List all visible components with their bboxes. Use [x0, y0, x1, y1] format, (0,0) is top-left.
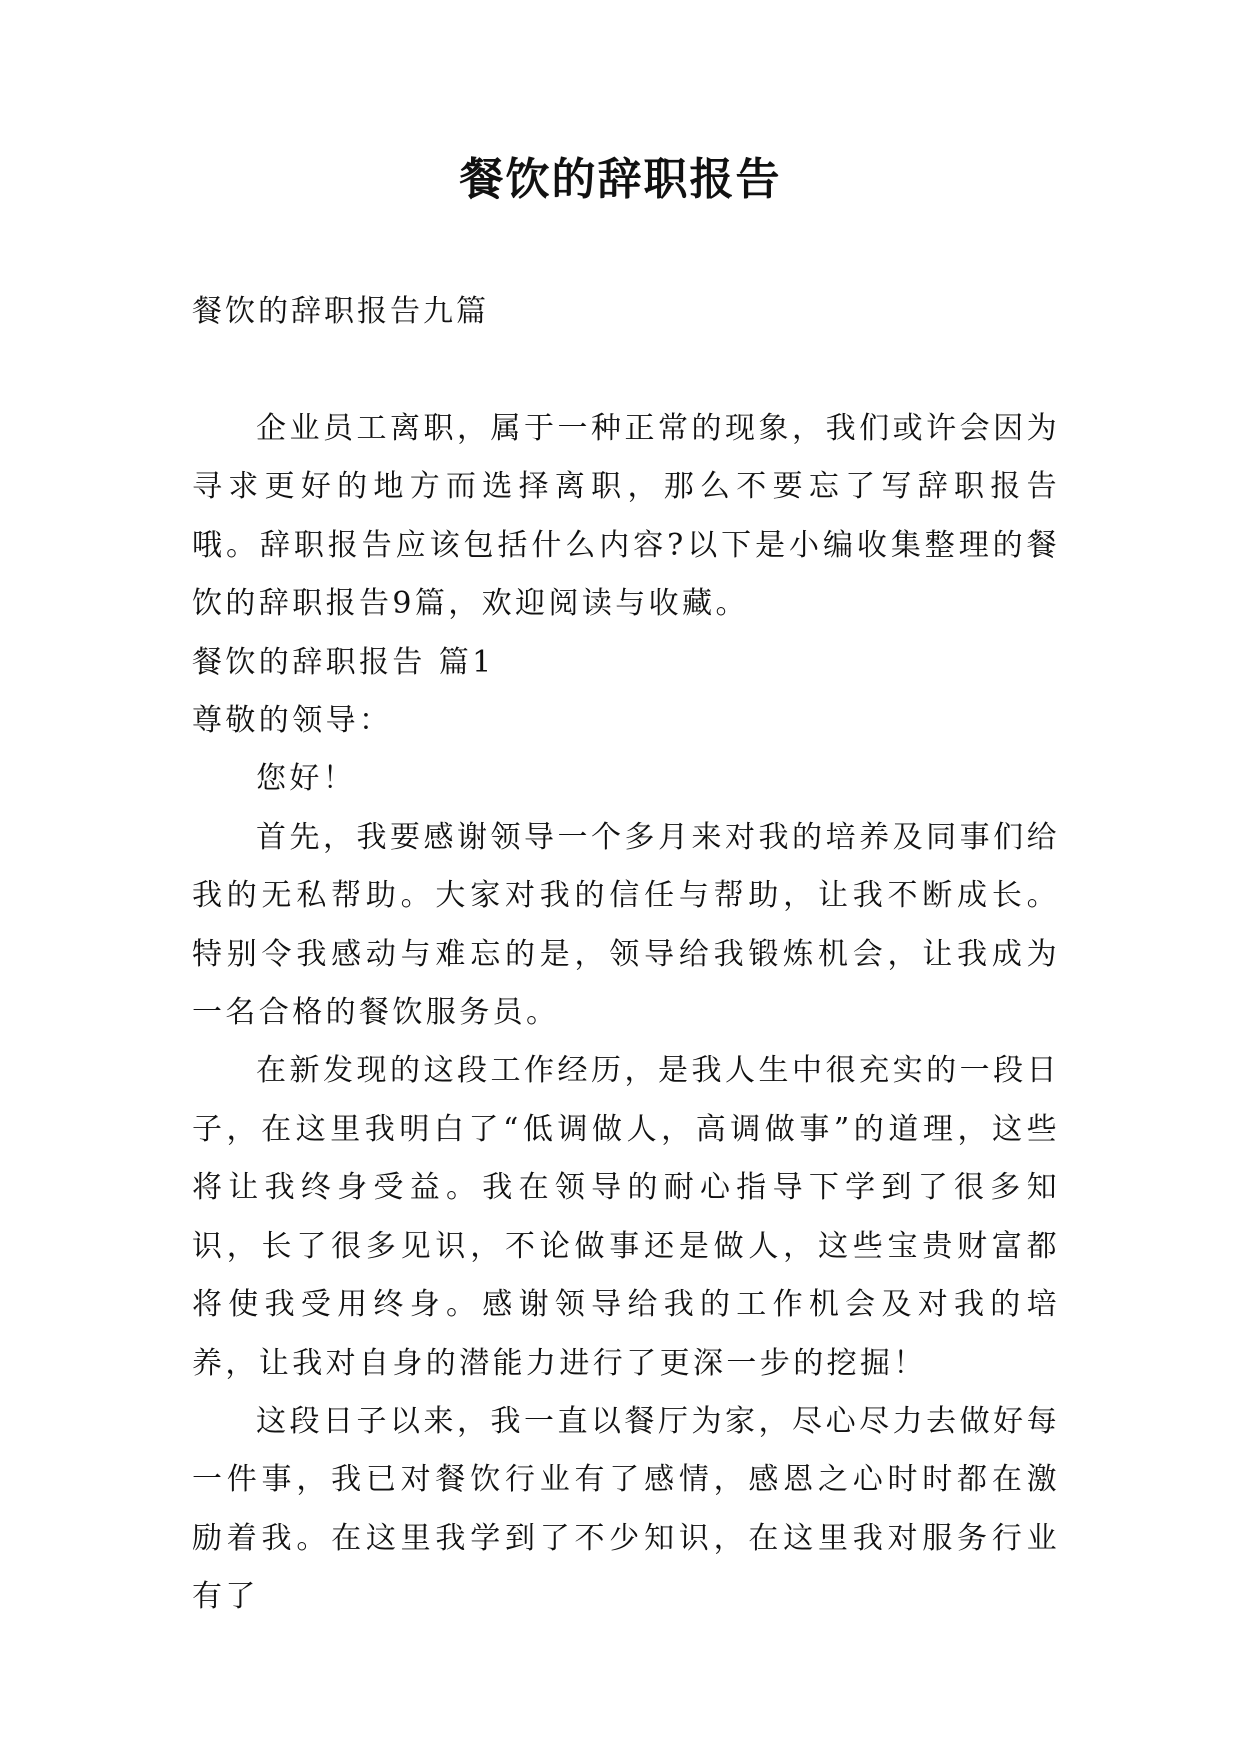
body-paragraph: 首先，我要感谢领导一个多月来对我的培养及同事们给我的无私帮助。大家对我的信任与帮助，让我不断成长。特别令我感动与难忘的是，领导给我锻炼机会，让我成为一名合格的餐饮服务员。	[192, 819, 1060, 1031]
document-body	[192, 400, 1060, 1627]
document-subtitle: 餐饮的辞职报告九篇	[192, 294, 489, 329]
body-paragraph: 在新发现的这段工作经历，是我人生中很充实的一段日子，在这里我明白了“低调做人，高调做事”的道理，这些将让我终身受益。我在领导的耐心指导下学到了很多知识，长了很多见识，不论做事还是做人，这些宝贵财富都将使我受用终身。感谢领导给我的工作机会及对我的培养，让我对自身的潜能力进行了更深一步的挖掘！	[192, 1053, 1060, 1381]
body-paragraph: 这段日子以来，我一直以餐厅为家，尽心尽力去做好每一件事，我已对餐饮行业有了感情，感恩之心时时都在激励着我。在这里我学到了不少知识，在这里我对服务行业有了	[192, 1403, 1060, 1615]
salutation: 尊敬的领导：	[192, 703, 393, 739]
section-heading: 餐饮的辞职报告 篇1	[192, 644, 495, 680]
greeting: 您好！	[256, 761, 357, 797]
intro-paragraph: 企业员工离职，属于一种正常的现象，我们或许会因为寻求更好的地方而选择离职，那么不要忘了写辞职报告哦。辞职报告应该包括什么内容?以下是小编收集整理的餐饮的辞职报告9篇，欢迎阅读与收藏。	[192, 411, 1060, 622]
document-title: 餐饮的辞职报告	[459, 154, 782, 205]
